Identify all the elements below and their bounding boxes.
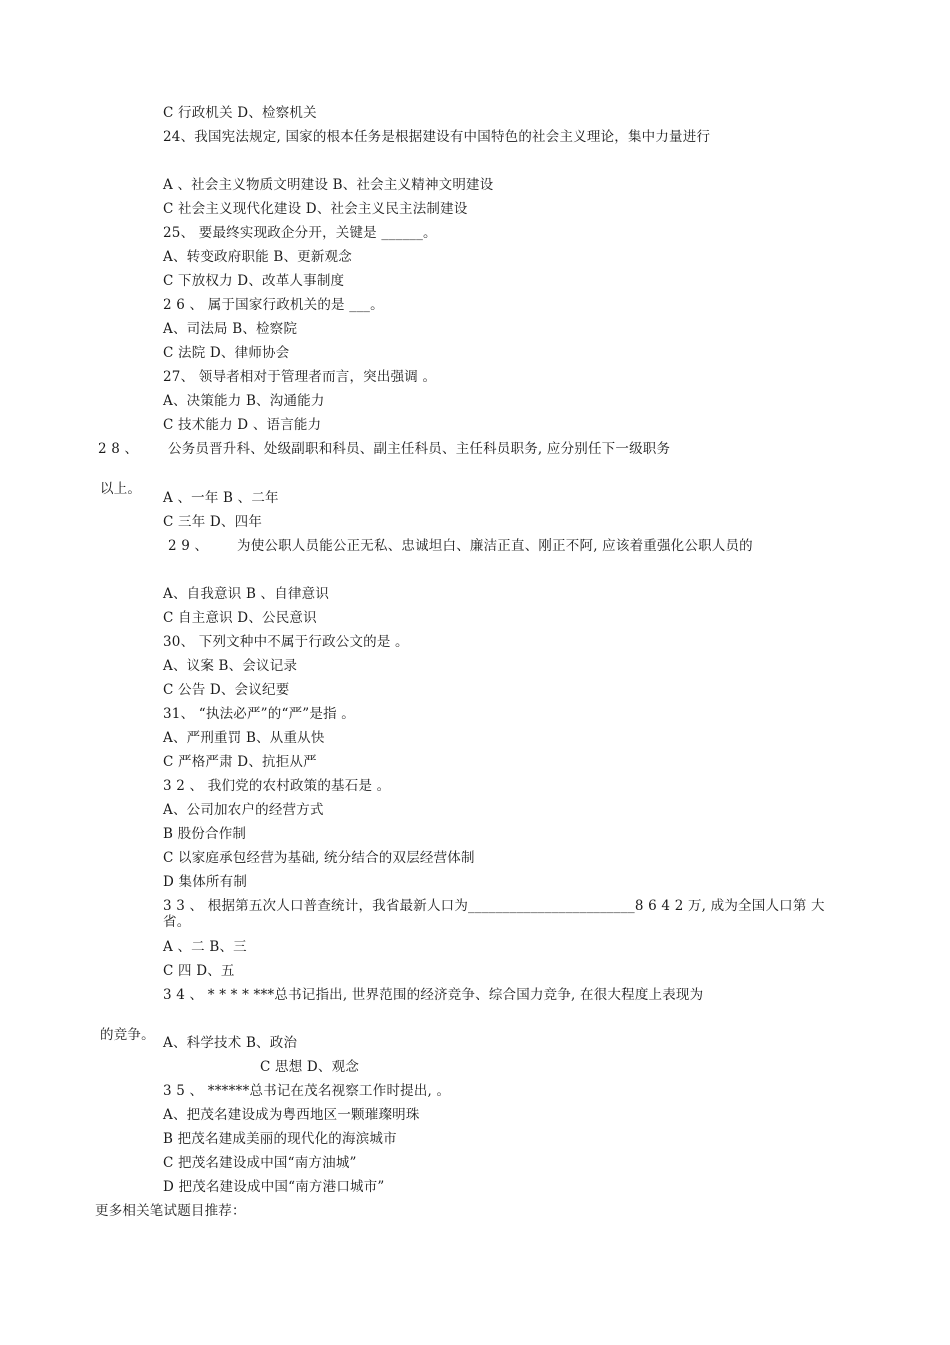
option-line-30-ab: A、议案 B、会议记录 [163,658,298,674]
question-35: 3 5 、 ******总书记在茂名视察工作时提出, ﻿。 [163,1083,451,1099]
option-line-24-ab: A 、社会主义物质文明建设 ﻿B、社会主义精神文明建设 [163,177,494,193]
option-line-29-cd: C 自主意识 D、公民意识 [163,610,317,626]
option-line-33-ab: A 、二 B、三 [163,939,247,955]
option-line-26-cd: C 法院 D、律师协会 [163,345,290,361]
question-28: 公务员晋升科、处级副职和科员、副主任科员、主任科员职务, 应分别任下一级职务 [168,441,671,457]
option-35-c: C 把茂名建设成中国“南方油城” [163,1155,357,1171]
question-25: 25、 要最终实现政企分开，关键是 ______。 [163,225,437,241]
option-line-34-cd: C 思想 D、观念 [260,1059,360,1075]
option-line-30-cd: C 公告 D、会议纪要 [163,682,290,698]
question-29: 为使公职人员能公正无私、忠诚坦白、廉洁正直、刚正不阿, 应该着重强化公职人员的 [237,538,753,554]
option-line-23-cd: C 行政机关 D、检察机关 [163,105,317,121]
option-line-33-cd: C 四 D、五 [163,963,235,979]
option-35-d: D 把茂名建设成中国“南方港口城市” ﻿ [163,1179,390,1195]
option-32-a: A、公司加农户的经营方式 [163,802,324,818]
question-34-continuation: 的竞争。 [100,1027,155,1043]
question-29-number: 2 9 、 [168,538,209,554]
question-24: 24、我国宪法规定, 国家的根本任务是根据建设有中国特色的社会主义理论，集中力量进行 [163,129,711,145]
option-line-26-ab: A、司法局 B、检察院 [163,321,298,337]
more-recommendations-heading: 更多相关笔试题目推荐： [95,1203,246,1219]
option-32-d: D 集体所有制 [163,874,248,890]
option-32-c: C 以家庭承包经营为基础, 统分结合的双层经营体制 [163,850,475,866]
option-line-31-ab: A、严刑重罚 B、从重从快 [163,730,325,746]
option-line-25-ab: A、转变政府职能 B、更新观念 [163,249,352,265]
option-line-34-ab: A、科学技术 B、政治 [163,1035,298,1051]
option-line-29-ab: A、自我意识 B 、自律意识 [163,586,330,602]
option-35-a: A、把茂名建设成为粤西地区一颗璀璨明珠 [163,1107,420,1123]
question-34: 3 4 、 ﻿* * * * ***总书记指出, 世界范围的经济竞争、综合国力竞争, 在很大程度上表现为 [163,987,704,1003]
question-27: 27、 领导者相对于管理者而言，突出强调 ﻿。 [163,369,437,385]
question-28-continuation: 以上。 [100,481,142,497]
question-28-number: 2 8 、 [98,441,139,457]
option-line-31-cd: C 严格严肃 D、抗拒从严 [163,754,317,770]
option-35-b: B 把茂名建成美丽的现代化的海滨城市 [163,1131,397,1147]
option-line-27-ab: A、决策能力 B、沟通能力 [163,393,325,409]
option-line-24-cd: C 社会主义现代化建设 ﻿D、社会主义民主法制建设 [163,201,468,217]
option-line-28-cd: C 三年 D、四年 [163,514,263,530]
question-33: 3 3 、 根据第五次人口普查统计，我省最新人口为________________________8 6 4 2 万, 成为全国人口第 ﻿大省。 [163,898,825,930]
question-30: 30、 下列文种中不属于行政公文的是 。 [163,634,409,650]
question-26: 2 6 、 属于国家行政机关的是 ___。 [163,297,384,313]
option-line-27-cd: C 技术能力 D 、语言能力 [163,417,322,433]
option-line-28-ab: A 、一年 B 、二年 [163,490,279,506]
option-32-b: B 股份合作制 [163,826,247,842]
question-32: 3 2 、 我们党的农村政策的基石是 ﻿。 [163,778,391,794]
option-line-25-cd: C 下放权力 D、改革人事制度 [163,273,345,289]
question-31: 31、 “执法必严”的“严”是指 ﻿。 [163,706,355,722]
